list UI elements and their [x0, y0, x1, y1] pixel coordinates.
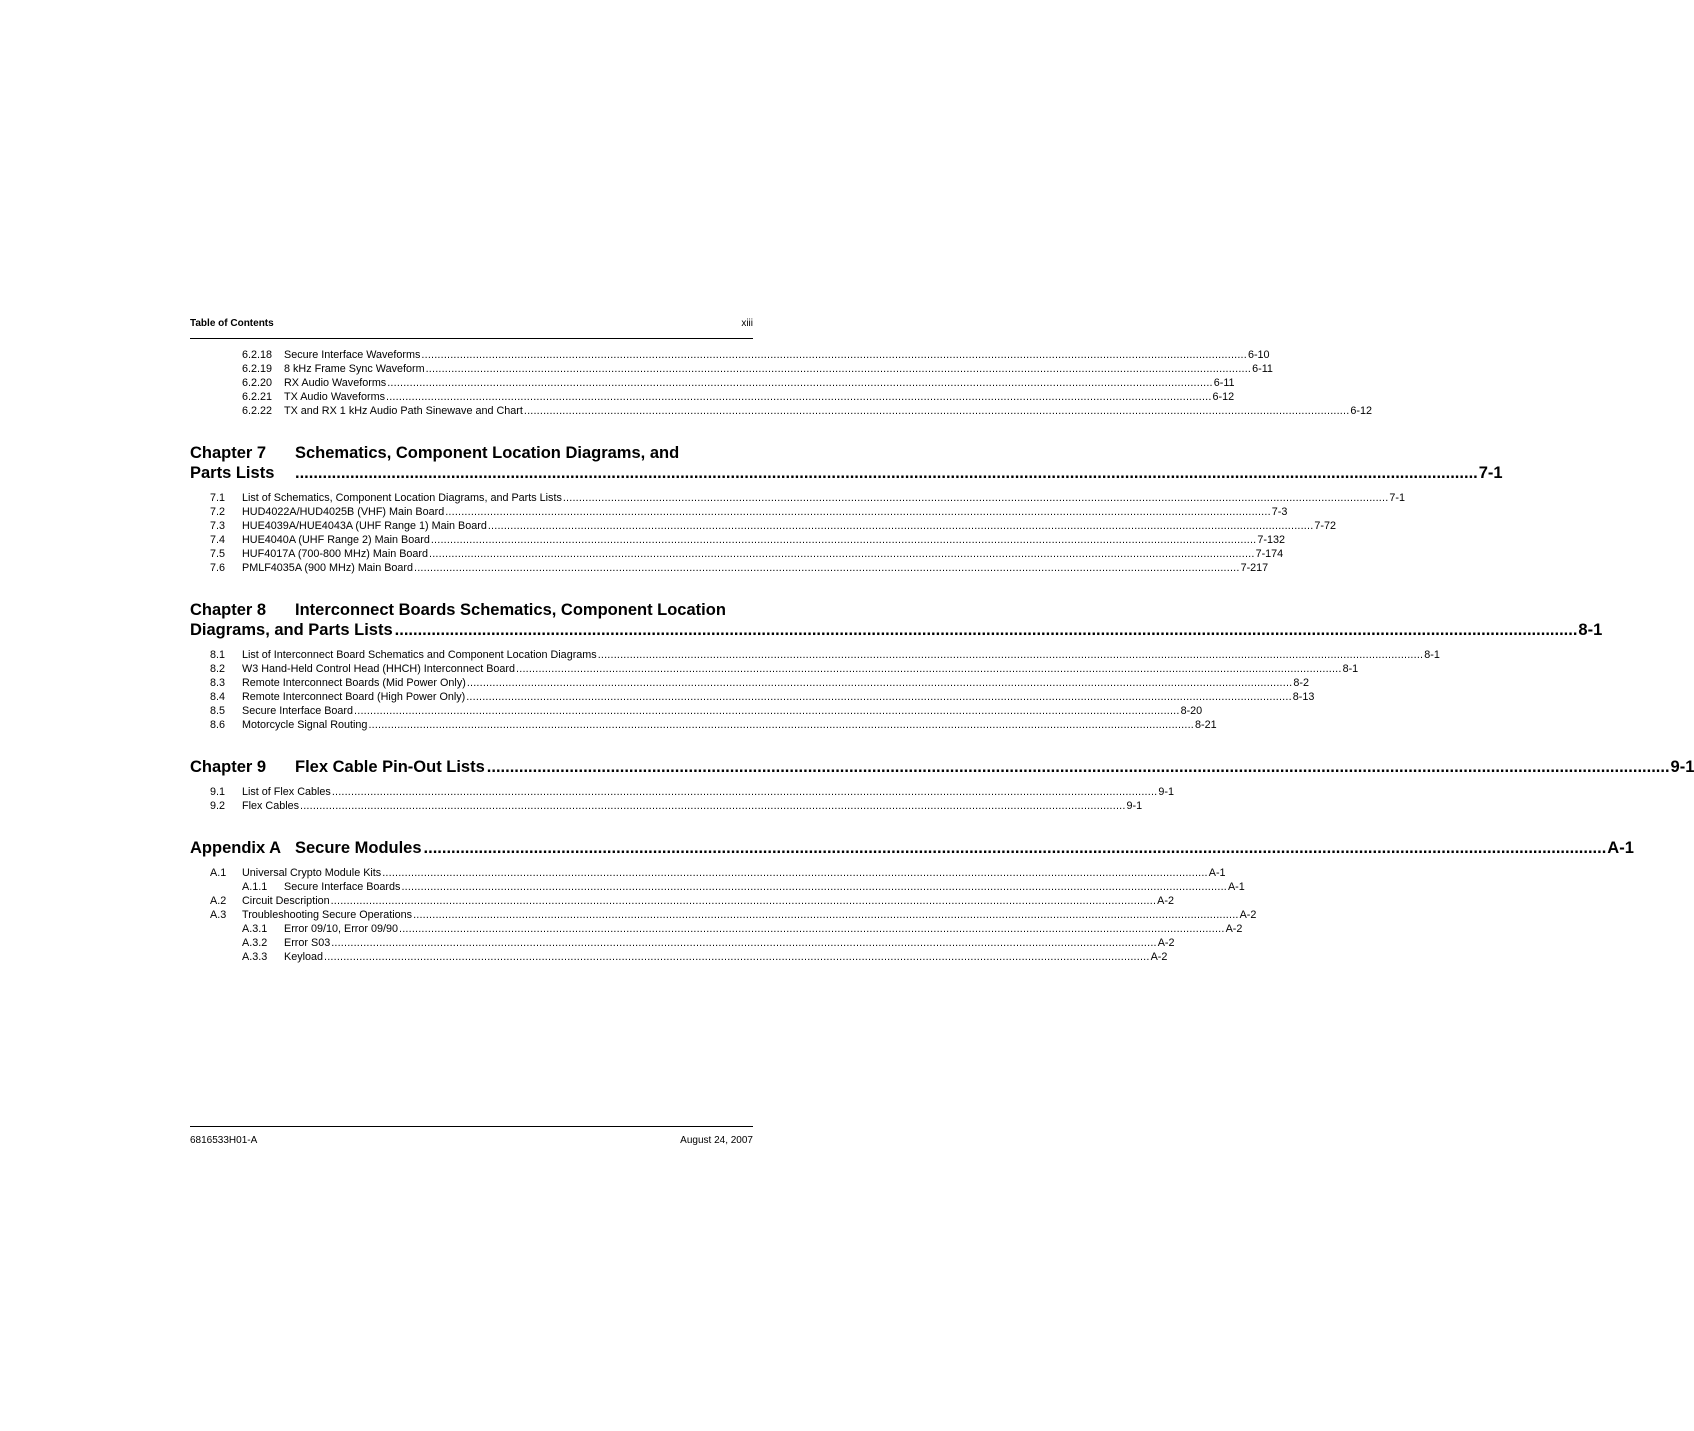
- chapter-9-entries: [190, 785, 1174, 813]
- toc-entry[interactable]: A.2 Circuit Description .................................................................................................................................................................................................................................................................. A-2: [210, 895, 1174, 907]
- header-title: Table of Contents: [190, 318, 274, 329]
- appendix-a-heading[interactable]: Appendix A Secure Modules .................................................................................................................................................................................................................................................................. A-1: [190, 839, 1634, 857]
- toc-entry[interactable]: 7.2 HUD4022A/HUD4025B (VHF) Main Board .................................................................................................................................................................................................................................................................. 7-3: [210, 506, 1288, 518]
- toc-entry[interactable]: A.3.2 Error S03 .................................................................................................................................................................................................................................................................. A-2: [242, 937, 1175, 949]
- toc-entry[interactable]: A.3 Troubleshooting Secure Operations .................................................................................................................................................................................................................................................................. A-2: [210, 909, 1257, 921]
- toc-entry[interactable]: 7.5 HUF4017A (700-800 MHz) Main Board .................................................................................................................................................................................................................................................................. 7-174: [210, 548, 1284, 560]
- footer-rule: [190, 1126, 753, 1127]
- page-header: [190, 318, 753, 332]
- toc-entry[interactable]: 7.6 PMLF4035A (900 MHz) Main Board .................................................................................................................................................................................................................................................................. 7-217: [210, 562, 1269, 574]
- toc-entry[interactable]: 8.2 W3 Hand-Held Control Head (HHCH) Interconnect Board .................................................................................................................................................................................................................................................................. 8-1: [210, 663, 1359, 675]
- chapter-8-entries: [190, 648, 1440, 732]
- header-rule: [190, 338, 753, 339]
- section-6-2-entries: [190, 348, 1373, 418]
- chapter-7-entries: [190, 491, 1405, 575]
- toc-entry[interactable]: 9.1 List of Flex Cables .................................................................................................................................................................................................................................................................. 9-1: [210, 786, 1174, 798]
- header-page-number: xiii: [741, 318, 753, 329]
- toc-entry[interactable]: 6.2.21 TX Audio Waveforms .................................................................................................................................................................................................................................................................. 6-12: [242, 391, 1235, 403]
- toc-entry[interactable]: 7.4 HUE4040A (UHF Range 2) Main Board .................................................................................................................................................................................................................................................................. 7-132: [210, 534, 1285, 546]
- document-number: 6816533H01-A: [190, 1135, 258, 1146]
- toc-entry[interactable]: 9.2 Flex Cables .................................................................................................................................................................................................................................................................. 9-1: [210, 800, 1143, 812]
- toc-entry[interactable]: 6.2.22 TX and RX 1 kHz Audio Path Sinewave and Chart .................................................................................................................................................................................................................................................................. 6-12: [242, 405, 1373, 417]
- toc-entry[interactable]: 8.5 Secure Interface Board .................................................................................................................................................................................................................................................................. 8-20: [210, 705, 1203, 717]
- chapter-7-heading[interactable]: Chapter 7 Schematics, Component Location Diagrams, and Parts Lists .................................................................................................................................................................................................................................................................. 7-1: [190, 444, 1503, 482]
- toc-entry[interactable]: 8.1 List of Interconnect Board Schematics and Component Location Diagrams .................................................................................................................................................................................................................................................................. 8-1: [210, 649, 1440, 661]
- appendix-a-entries: [190, 866, 1257, 964]
- toc-entry[interactable]: A.3.3 Keyload .................................................................................................................................................................................................................................................................. A-2: [242, 951, 1168, 963]
- toc-entry[interactable]: 8.4 Remote Interconnect Board (High Power Only) .................................................................................................................................................................................................................................................................. 8-13: [210, 691, 1315, 703]
- toc-entry[interactable]: 8.3 Remote Interconnect Boards (Mid Power Only) .................................................................................................................................................................................................................................................................. 8-2: [210, 677, 1309, 689]
- chapter-9-heading[interactable]: Chapter 9 Flex Cable Pin-Out Lists .................................................................................................................................................................................................................................................................. 9-1: [190, 758, 1694, 776]
- document-date: August 24, 2007: [680, 1135, 753, 1146]
- toc-entry[interactable]: 6.2.18 Secure Interface Waveforms .................................................................................................................................................................................................................................................................. 6-10: [242, 349, 1270, 361]
- toc-entry[interactable]: 6.2.19 8 kHz Frame Sync Waveform .................................................................................................................................................................................................................................................................. 6-11: [242, 363, 1273, 375]
- toc-entry[interactable]: A.1.1 Secure Interface Boards .................................................................................................................................................................................................................................................................. A-1: [242, 881, 1245, 893]
- table-of-contents: [190, 348, 1694, 964]
- toc-entry[interactable]: A.3.1 Error 09/10, Error 09/90 .................................................................................................................................................................................................................................................................. A-2: [242, 923, 1243, 935]
- toc-entry[interactable]: 7.1 List of Schematics, Component Location Diagrams, and Parts Lists .................................................................................................................................................................................................................................................................. 7-1: [210, 492, 1405, 504]
- toc-entry[interactable]: 8.6 Motorcycle Signal Routing .................................................................................................................................................................................................................................................................. 8-21: [210, 719, 1217, 731]
- chapter-8-heading[interactable]: Chapter 8 Interconnect Boards Schematics, Component Location Diagrams, and Parts Lists .................................................................................................................................................................................................................................................................. 8-1: [190, 601, 1603, 639]
- toc-entry[interactable]: A.1 Universal Crypto Module Kits .................................................................................................................................................................................................................................................................. A-1: [210, 867, 1226, 879]
- toc-entry[interactable]: 7.3 HUE4039A/HUE4043A (UHF Range 1) Main Board .................................................................................................................................................................................................................................................................. 7-72: [210, 520, 1337, 532]
- toc-entry[interactable]: 6.2.20 RX Audio Waveforms .................................................................................................................................................................................................................................................................. 6-11: [242, 377, 1235, 389]
